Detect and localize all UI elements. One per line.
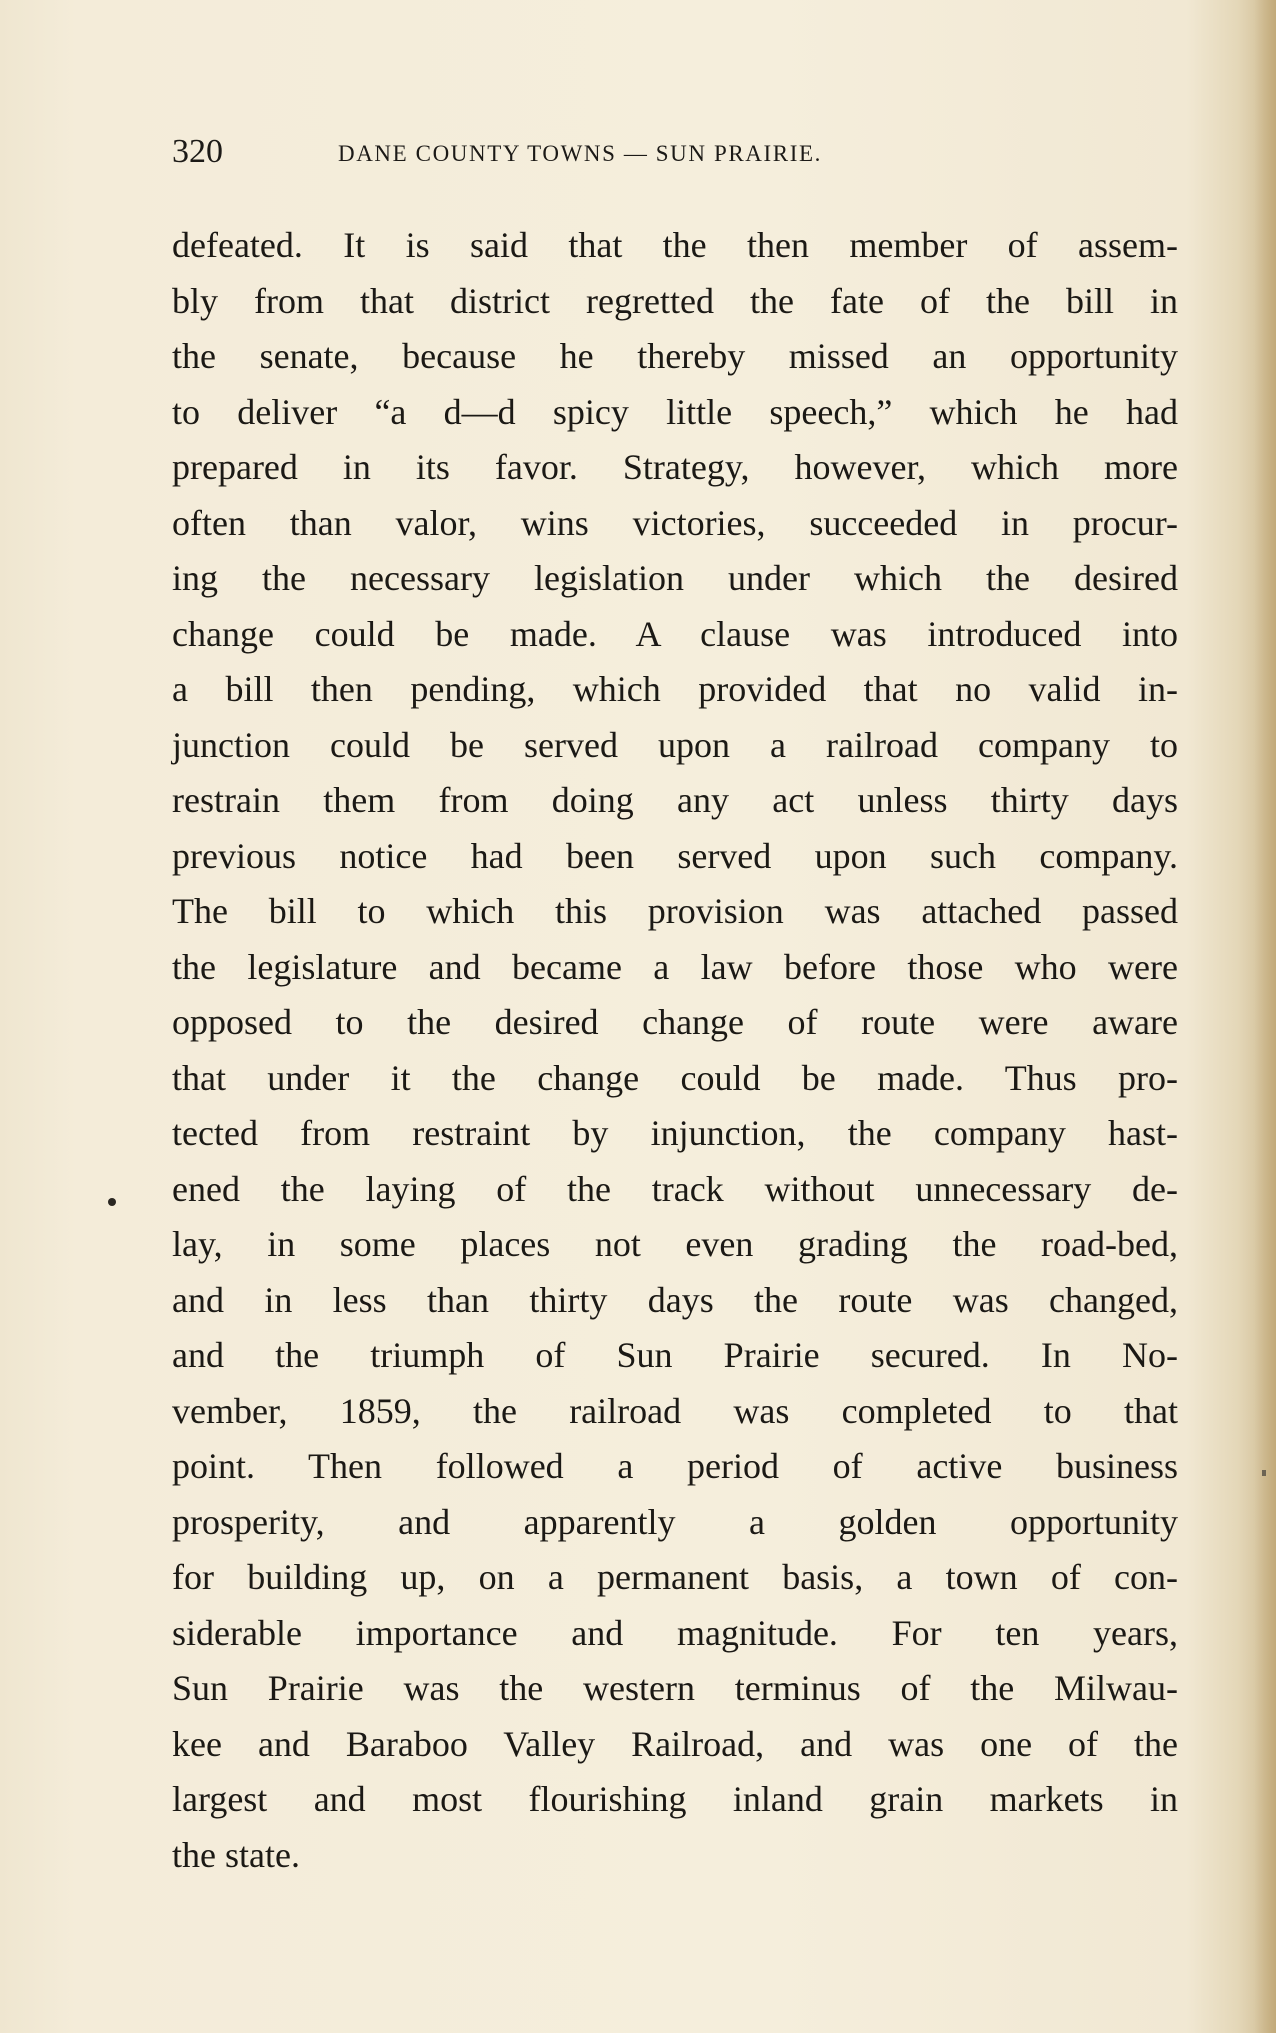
text-line: opposed to the desired change of route were aware — [172, 1002, 1178, 1042]
text-line: and in less than thirty days the route was changed, — [172, 1279, 1178, 1320]
text-line: largest and most flourishing inland grain markets in — [172, 1779, 1178, 1819]
running-head: DANE COUNTY TOWNS — SUN PRAIRIE. — [338, 141, 822, 166]
text-line: defeated. It is said that the then member of assem- — [172, 225, 1178, 265]
page-edge-shadow — [1254, 0, 1276, 2033]
margin-ink-dot — [108, 1198, 116, 1206]
text-line: restrain them from doing any act unless thirty days — [172, 780, 1178, 820]
text-line: to deliver “a d—d spicy little speech,” which he had — [172, 391, 1178, 432]
text-line: and the triumph of Sun Prairie secured. In No- — [172, 1335, 1178, 1375]
text-line: for building up, on a permanent basis, a town of con- — [172, 1557, 1178, 1597]
text-line: kee and Baraboo Valley Railroad, and was one of the — [172, 1723, 1178, 1764]
text-line: often than valor, wins victories, succeeded in procur- — [172, 502, 1178, 543]
text-line: siderable importance and magnitude. For ten years, — [172, 1612, 1178, 1653]
text-line: a bill then pending, which provided that no valid in- — [172, 669, 1178, 709]
text-line: Sun Prairie was the western terminus of the Milwau- — [172, 1668, 1178, 1708]
page-header — [172, 128, 1052, 176]
text-line: tected from restraint by injunction, the company hast- — [172, 1113, 1178, 1153]
text-line: point. Then followed a period of active business — [172, 1446, 1178, 1486]
page-number: 320 — [172, 133, 223, 170]
text-line: bly from that district regretted the fate of the bill in — [172, 280, 1178, 321]
text-line: prosperity, and apparently a golden opportunity — [172, 1501, 1178, 1542]
text-line: previous notice had been served upon such company. — [172, 835, 1178, 876]
text-line: lay, in some places not even grading the road-bed, — [172, 1224, 1178, 1264]
text-line: ing the necessary legislation under which the desired — [172, 558, 1178, 598]
text-line: the senate, because he thereby missed an opportunity — [172, 336, 1178, 376]
text-line: prepared in its favor. Strategy, however, which more — [172, 447, 1178, 487]
text-line: junction could be served upon a railroad company to — [172, 724, 1178, 765]
text-line: that under it the change could be made. Thus pro- — [172, 1057, 1178, 1098]
text-line: vember, 1859, the railroad was completed to that — [172, 1390, 1178, 1431]
text-line: change could be made. A clause was introduced into — [172, 613, 1178, 654]
text-line: The bill to which this provision was attached passed — [172, 891, 1178, 931]
text-line: the legislature and became a law before those who were — [172, 946, 1178, 987]
text-line: ened the laying of the track without unnecessary de- — [172, 1168, 1178, 1209]
body-paragraph — [172, 218, 1178, 1883]
text-line: the state. — [172, 1834, 300, 1875]
margin-ink-mark — [1262, 1470, 1266, 1476]
